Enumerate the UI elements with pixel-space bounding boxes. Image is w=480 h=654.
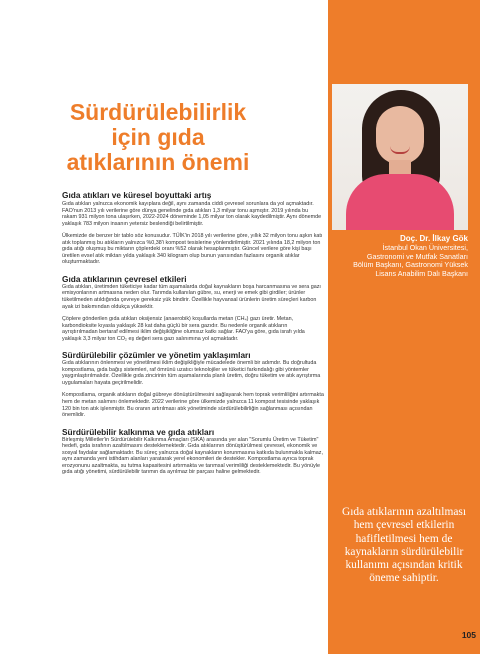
page-number: 105 bbox=[461, 630, 476, 640]
section-heading: Gıda atıkları ve küresel boyuttaki artış bbox=[62, 190, 212, 200]
author-affiliation-line: Bölüm Başkanı, Gastronomi Yüksek bbox=[353, 260, 468, 270]
section-heading: Gıda atıklarının çevresel etkileri bbox=[62, 273, 187, 284]
paragraph: Gıda atıkları yalnızca ekonomik kayıplara değil, aynı zamanda ciddi çevresel sorunlara da yol açmaktadır. FAO'nun 2013 yılı verilerine göre dünya genelinde gıda atıkları 1,3 milyar tonu aşmıştır. 2019 yılında bu rakam 931 milyon tona ulaşırken, 2022-2024 döneminde 1,05 milyar ton olarak kaydedilmiştir. Aynı dönemde yaklaşık 783 milyon insanın yetersiz beslendiği belirtilmiştir. bbox=[62, 201, 322, 227]
pull-quote: Gıda atıklarının azaltılması hem çevresel etkilerin hafifletilmesi hem de kaynakların sürdürülebilir kullanımı açısından kritik öneme sahiptir. bbox=[342, 506, 466, 585]
paragraph: Gıda atıklarının önlenmesi ve yönetilmesi iklim değişikliğiyle mücadelede önemli bir adımdır. Bu doğrultuda kompostlama, gıda bağış sistemleri, raf ömrünü uzatıcı teknolojiler ve tüketici farkındalığı gibi yöntemler yaygınlaştırılmalıdır. Özellikle gıda zincirinin tüm aşamalarında planlı üretim, doğru tüketim ve atık ayrıştırma uygulamaları hayata geçirilmelidir. bbox=[62, 360, 321, 386]
paragraph: Birleşmiş Milletler'in Sürdürülebilir Kalkınma Amaçları (SKA) arasında yer alan "Sorumlu Üretim ve Tüketim" hedefi, gıda israfının azaltılmasını desteklemektedir. Gıda atıklarının dönüştürülmesi çevresel, ekonomik ve sosyal faydalar sağlamaktadır. Bu süreç yalnızca doğal kaynakların korunmasına katkıda bulunmakla kalmaz, aynı zamanda yeni istihdam alanları yaratarak yerel ekonomileri de destekler. Kompostlama ayrıca toprak erozyonunu azaltmakta, su tutma kapasitesini artırmakta ve tarımsal verimliliği desteklemektedir. Bu yönüyle gıda atığı yönetimi, sürdürülebilir tarımın da ayrılmaz bir parçası haline gelmektedir. bbox=[62, 436, 323, 476]
article-body bbox=[62, 190, 324, 476]
section-heading: Sürdürülebilir kalkınma ve gıda atıkları bbox=[62, 426, 215, 437]
title-line: için gıda bbox=[111, 124, 205, 150]
author-affiliation-line: Gastronomi ve Mutfak Sanatları bbox=[366, 251, 468, 261]
paragraph: Çöplere gönderilen gıda atıkları oksijensiz (anaerobik) koşullarda metan (CH₄) gazı üretir. Metan, karbondioksite kıyasla yaklaşık 28 kat daha güçlü bir sera gazıdır. Bu nedenle organik atıkların ayrıştırılmadan bertaraf edilmesi iklim değişikliğine olumsuz katkı sağlar. FAO'ya göre, gıda israfı yılda yaklaşık 3,3 milyar ton CO₂ eş değeri sera gazı salınımına yol açmaktadır. bbox=[62, 316, 305, 342]
article-title bbox=[38, 100, 278, 175]
paragraph: Gıda atıkları, üretimden tüketiciye kadar tüm aşamalarda doğal kaynakların boşa harcanmasına ve sera gazı emisyonlarının artmasına neden olur. Tarımda kullanılan gübre, su, enerji ve emek gibi girdiler; ürünler tüketilmeden atıldığında çevreye gereksiz yük bindirir. Özellikle hayvansal ürünlerin üretim süreçleri karbon ayak izi bakımından oldukça yüksektir. bbox=[62, 283, 321, 310]
author-affiliation-line: İstanbul Okan Üniversitesi, bbox=[382, 243, 468, 252]
author-portrait bbox=[332, 84, 468, 230]
author-affiliation-line: Lisans Anabilim Dalı Başkanı bbox=[375, 268, 468, 278]
title-line: Sürdürülebilirlik bbox=[69, 99, 247, 125]
title-line: atıklarının önemi bbox=[66, 149, 250, 175]
paragraph: Ülkemizde de benzer bir tablo söz konusudur. TÜİK'in 2018 yılı verilerine göre, yıllık 32 milyon tonu aşkın katı atık toplanmış bu atıkların yalnızca %0,38'i kompost tesislerine yönlendirilmiştir. 2021 yılında 18,2 milyon ton gıda atığı oluşmuş bu miktarın çöplerdeki oranı %52 olarak hesaplanmıştır. Güncel verilere göre kişi başı üretilen evsel atık miktarı yılda yaklaşık 340 kilogram olup bunun yarısından fazlasını organik atıklar oluşturmaktadır. bbox=[62, 233, 323, 266]
paragraph: Kompostlama, organik atıkların doğal gübreye dönüştürülmesini sağlayarak hem toprak verimliliğini artırmakta hem de metan salımını önlemektedir. 2022 verilerine göre ülkemizde yalnızca 11 kompost tesisinde yaklaşık 120 bin ton atık işlenmiştir. Bu oranın artırılması atık yönetiminde sürdürülebilirliğin sağlanması açısından önemlidir. bbox=[62, 392, 324, 419]
author-name: Doç. Dr. İlkay Gök bbox=[399, 234, 468, 243]
author-caption bbox=[334, 234, 468, 278]
section-heading: Sürdürülebilir çözümler ve yönetim yaklaşımları bbox=[62, 350, 251, 361]
